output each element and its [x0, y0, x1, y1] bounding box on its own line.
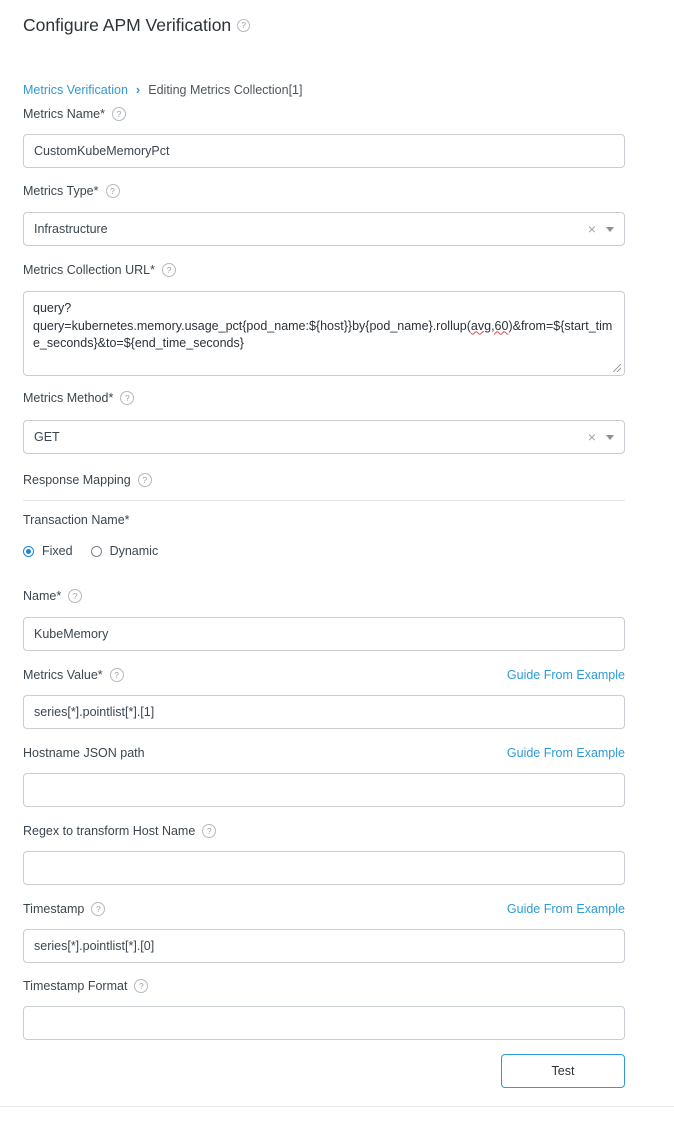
name-input[interactable]: [23, 617, 625, 651]
metrics-method-select[interactable]: [23, 420, 625, 454]
caret-down-icon[interactable]: [606, 435, 614, 440]
response-mapping-label: [23, 473, 152, 487]
clear-icon[interactable]: ×: [587, 429, 596, 445]
metrics-method-label: [23, 391, 134, 405]
name-value: KubeMemory: [34, 627, 109, 641]
collection-url-textarea[interactable]: [23, 291, 625, 376]
page-title-text: Configure APM Verification: [23, 15, 232, 35]
transaction-name-label-text: Transaction Name*: [23, 513, 130, 527]
metrics-type-label: [23, 184, 120, 198]
name-label: [23, 589, 82, 603]
help-icon[interactable]: ?: [106, 184, 120, 198]
url-text-flagged: avg,60: [470, 318, 509, 333]
metrics-method-label-text: Metrics Method*: [23, 391, 114, 405]
radio-unselected-icon[interactable]: [91, 546, 102, 557]
timestamp-format-label: [23, 979, 148, 993]
resize-handle-icon[interactable]: [613, 364, 621, 372]
breadcrumb-current: Editing Metrics Collection[1]: [148, 82, 303, 97]
radio-fixed-label: Fixed: [42, 544, 73, 558]
metrics-value-label-text: Metrics Value*: [23, 668, 103, 682]
response-mapping-label-text: Response Mapping: [23, 473, 131, 487]
help-icon[interactable]: ?: [134, 979, 148, 993]
guide-from-example-link[interactable]: Guide From Example: [506, 668, 625, 682]
metrics-method-value: GET: [34, 430, 60, 444]
help-icon[interactable]: ?: [202, 824, 216, 838]
metrics-type-value: Infrastructure: [34, 222, 108, 236]
radio-dynamic[interactable]: [91, 544, 159, 558]
guide-from-example-link[interactable]: Guide From Example: [506, 902, 625, 916]
section-divider: [23, 500, 625, 501]
hostname-path-label: [23, 746, 145, 760]
timestamp-label: [23, 902, 105, 916]
help-icon[interactable]: ?: [91, 902, 105, 916]
host-regex-input[interactable]: [23, 851, 625, 885]
help-icon[interactable]: ?: [112, 107, 126, 121]
metrics-name-value: CustomKubeMemoryPct: [34, 144, 170, 158]
metrics-name-label: [23, 107, 126, 121]
metrics-name-input[interactable]: [23, 134, 625, 168]
metrics-value-input[interactable]: [23, 695, 625, 729]
clear-icon[interactable]: ×: [587, 221, 596, 237]
timestamp-format-input[interactable]: [23, 1006, 625, 1040]
radio-fixed[interactable]: [23, 544, 73, 558]
name-label-text: Name*: [23, 589, 62, 603]
collection-url-label-text: Metrics Collection URL*: [23, 263, 155, 277]
help-icon[interactable]: ?: [162, 263, 176, 277]
test-button[interactable]: Test: [501, 1054, 625, 1088]
metrics-value-value: series[*].pointlist[*].[1]: [34, 705, 155, 719]
metrics-name-label-text: Metrics Name*: [23, 107, 105, 121]
hostname-path-input[interactable]: [23, 773, 625, 807]
caret-down-icon[interactable]: [606, 227, 614, 232]
help-icon[interactable]: ?: [68, 589, 82, 603]
chevron-right-icon: ›: [135, 82, 141, 97]
help-icon[interactable]: ?: [237, 19, 250, 32]
page-title: [23, 15, 250, 36]
collection-url-label: [23, 263, 176, 277]
help-icon[interactable]: ?: [110, 668, 124, 682]
transaction-name-radio-group: [23, 544, 176, 558]
metrics-type-label-text: Metrics Type*: [23, 184, 99, 198]
timestamp-input[interactable]: [23, 929, 625, 963]
timestamp-value: series[*].pointlist[*].[0]: [34, 939, 155, 953]
footer-divider: [0, 1106, 674, 1107]
breadcrumb: [23, 82, 302, 97]
guide-from-example-link[interactable]: Guide From Example: [506, 746, 625, 760]
host-regex-label-text: Regex to transform Host Name: [23, 824, 196, 838]
url-text-after: )&from=${start_time_seconds}&to=${end_time_seconds}: [33, 318, 613, 350]
radio-selected-icon[interactable]: [23, 546, 34, 557]
transaction-name-label: [23, 513, 130, 527]
hostname-path-label-text: Hostname JSON path: [23, 746, 145, 760]
url-text-before: query? query=kubernetes.memory.usage_pct{pod_name:${host}}by{pod_name}.rollup(: [33, 301, 471, 333]
timestamp-label-text: Timestamp: [23, 902, 85, 916]
host-regex-label: [23, 824, 216, 838]
help-icon[interactable]: ?: [138, 473, 152, 487]
help-icon[interactable]: ?: [120, 391, 134, 405]
metrics-value-label: [23, 668, 124, 682]
breadcrumb-metrics-verification[interactable]: Metrics Verification: [23, 82, 128, 97]
timestamp-format-label-text: Timestamp Format: [23, 979, 128, 993]
metrics-type-select[interactable]: [23, 212, 625, 246]
radio-dynamic-label: Dynamic: [109, 544, 159, 558]
